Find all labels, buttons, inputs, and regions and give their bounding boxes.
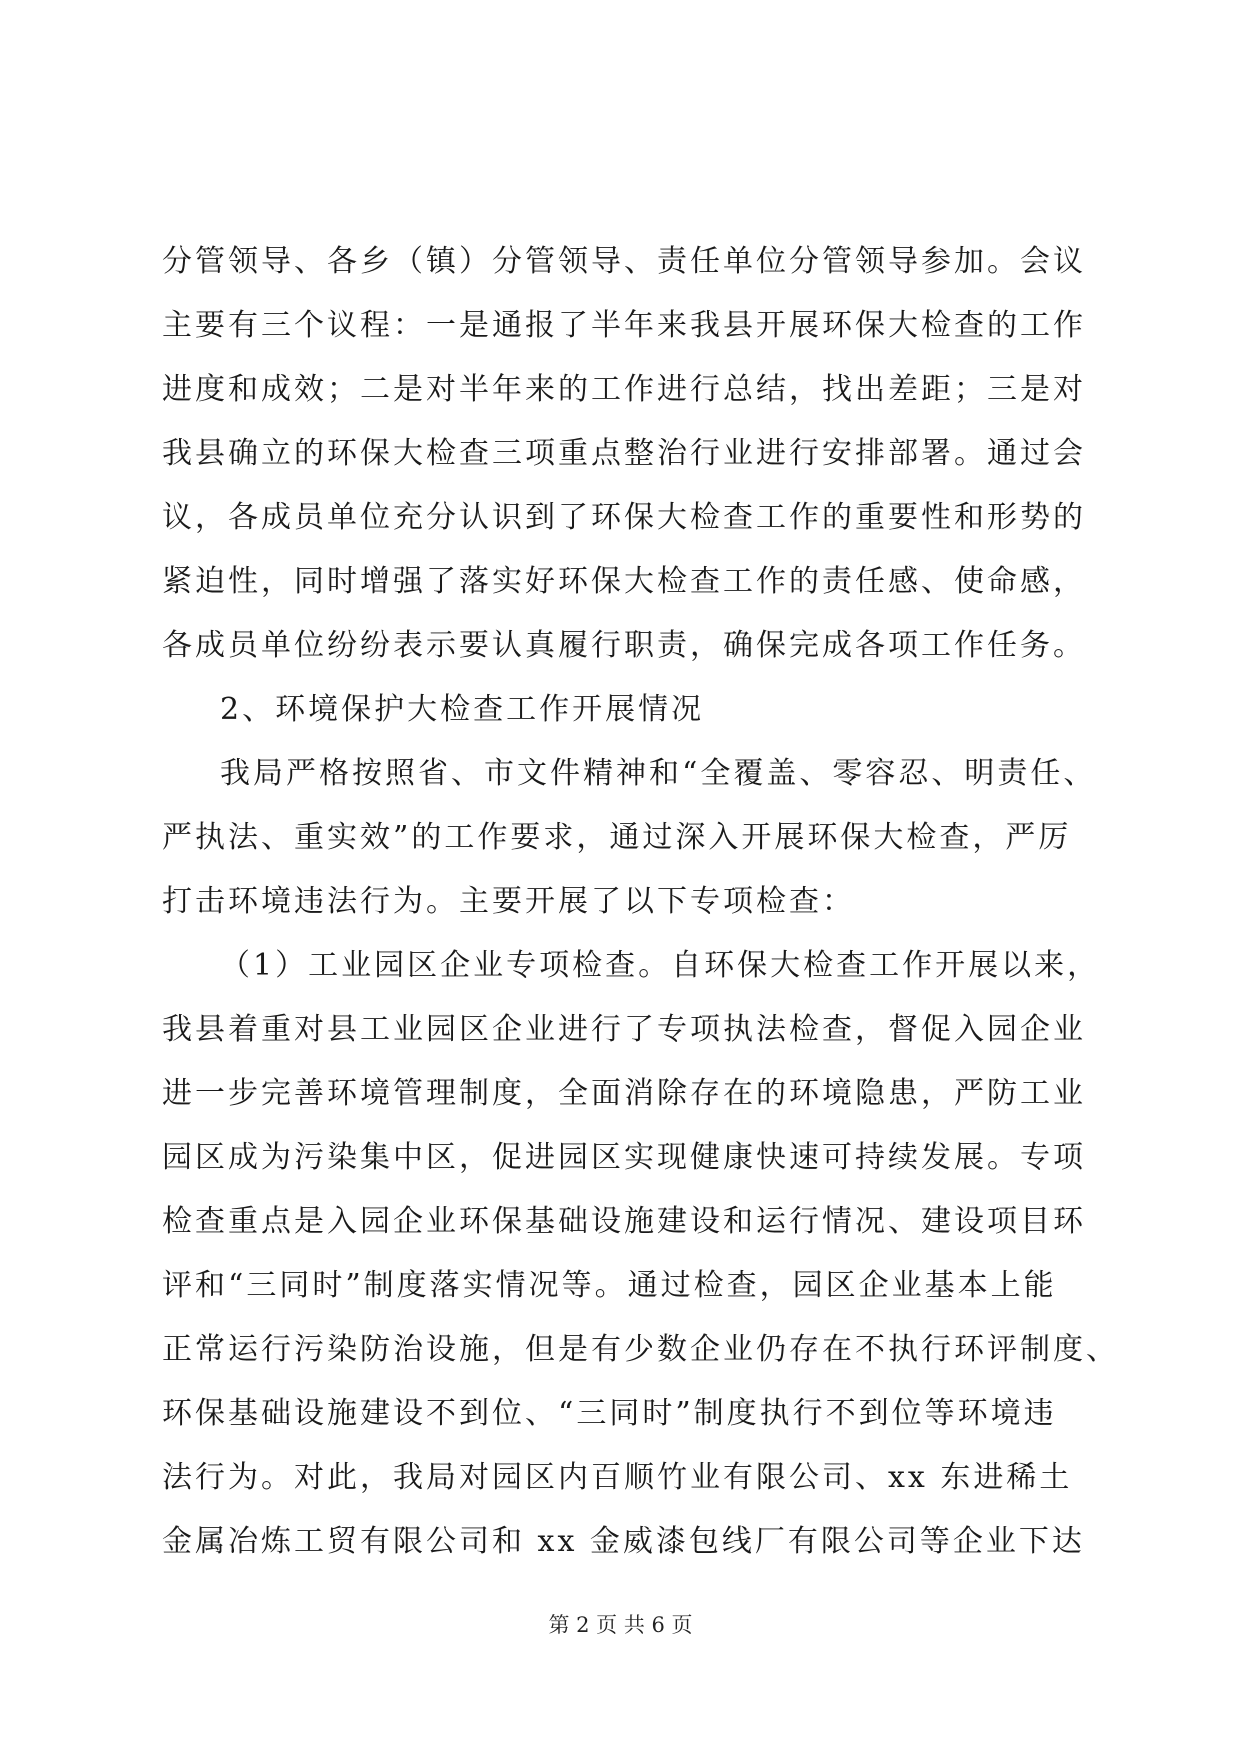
text-line: 进度和成效；二是对半年来的工作进行总结，找出差距；三是对 <box>162 372 1086 407</box>
text-line: 议，各成员单位充分认识到了环保大检查工作的重要性和形势的 <box>162 500 1086 535</box>
text-line: 园区成为污染集中区，促进园区实现健康快速可持续发展。专项 <box>162 1140 1086 1175</box>
body-text <box>162 230 1119 1574</box>
text-line: 各成员单位纷纷表示要认真履行职责，确保完成各项工作任务。 <box>162 628 1086 663</box>
subsection-line: （1）工业园区企业专项检查。自环保大检查工作开展以来， <box>220 948 1101 983</box>
text-line: 检查重点是入园企业环保基础设施建设和运行情况、建设项目环 <box>162 1204 1086 1239</box>
text-line: 正常运行污染防治设施，但是有少数企业仍存在不执行环评制度、 <box>162 1332 1119 1367</box>
text-line: 金属冶炼工贸有限公司和 xx 金威漆包线厂有限公司等企业下达 <box>162 1524 1085 1559</box>
page-footer <box>0 1610 1241 1640</box>
text-line: 评和“三同时”制度落实情况等。通过检查，园区企业基本上能 <box>162 1268 1057 1303</box>
text-line: 环保基础设施建设不到位、“三同时”制度执行不到位等环境违 <box>162 1396 1057 1431</box>
text-line: 法行为。对此，我局对园区内百顺竹业有限公司、xx 东进稀土 <box>162 1460 1073 1495</box>
text-line: 我县确立的环保大检查三项重点整治行业进行安排部署。通过会 <box>162 436 1086 471</box>
page-number: 第 2 页 共 6 页 <box>548 1613 693 1637</box>
text-line: 我县着重对县工业园区企业进行了专项执法检查，督促入园企业 <box>162 1012 1086 1047</box>
text-line: 我局严格按照省、市文件精神和“全覆盖、零容忍、明责任、 <box>220 756 1097 791</box>
text-line: 主要有三个议程：一是通报了半年来我县开展环保大检查的工作 <box>162 308 1086 343</box>
section-heading: 2、环境保护大检查工作开展情况 <box>220 692 705 727</box>
text-line: 紧迫性，同时增强了落实好环保大检查工作的责任感、使命感， <box>162 564 1086 599</box>
text-line: 分管领导、各乡（镇）分管领导、责任单位分管领导参加。会议 <box>162 244 1086 279</box>
text-line: 进一步完善环境管理制度，全面消除存在的环境隐患，严防工业 <box>162 1076 1086 1111</box>
text-line: 打击环境违法行为。主要开展了以下专项检查： <box>162 884 855 919</box>
text-line: 严执法、重实效”的工作要求，通过深入开展环保大检查，严厉 <box>162 820 1072 855</box>
